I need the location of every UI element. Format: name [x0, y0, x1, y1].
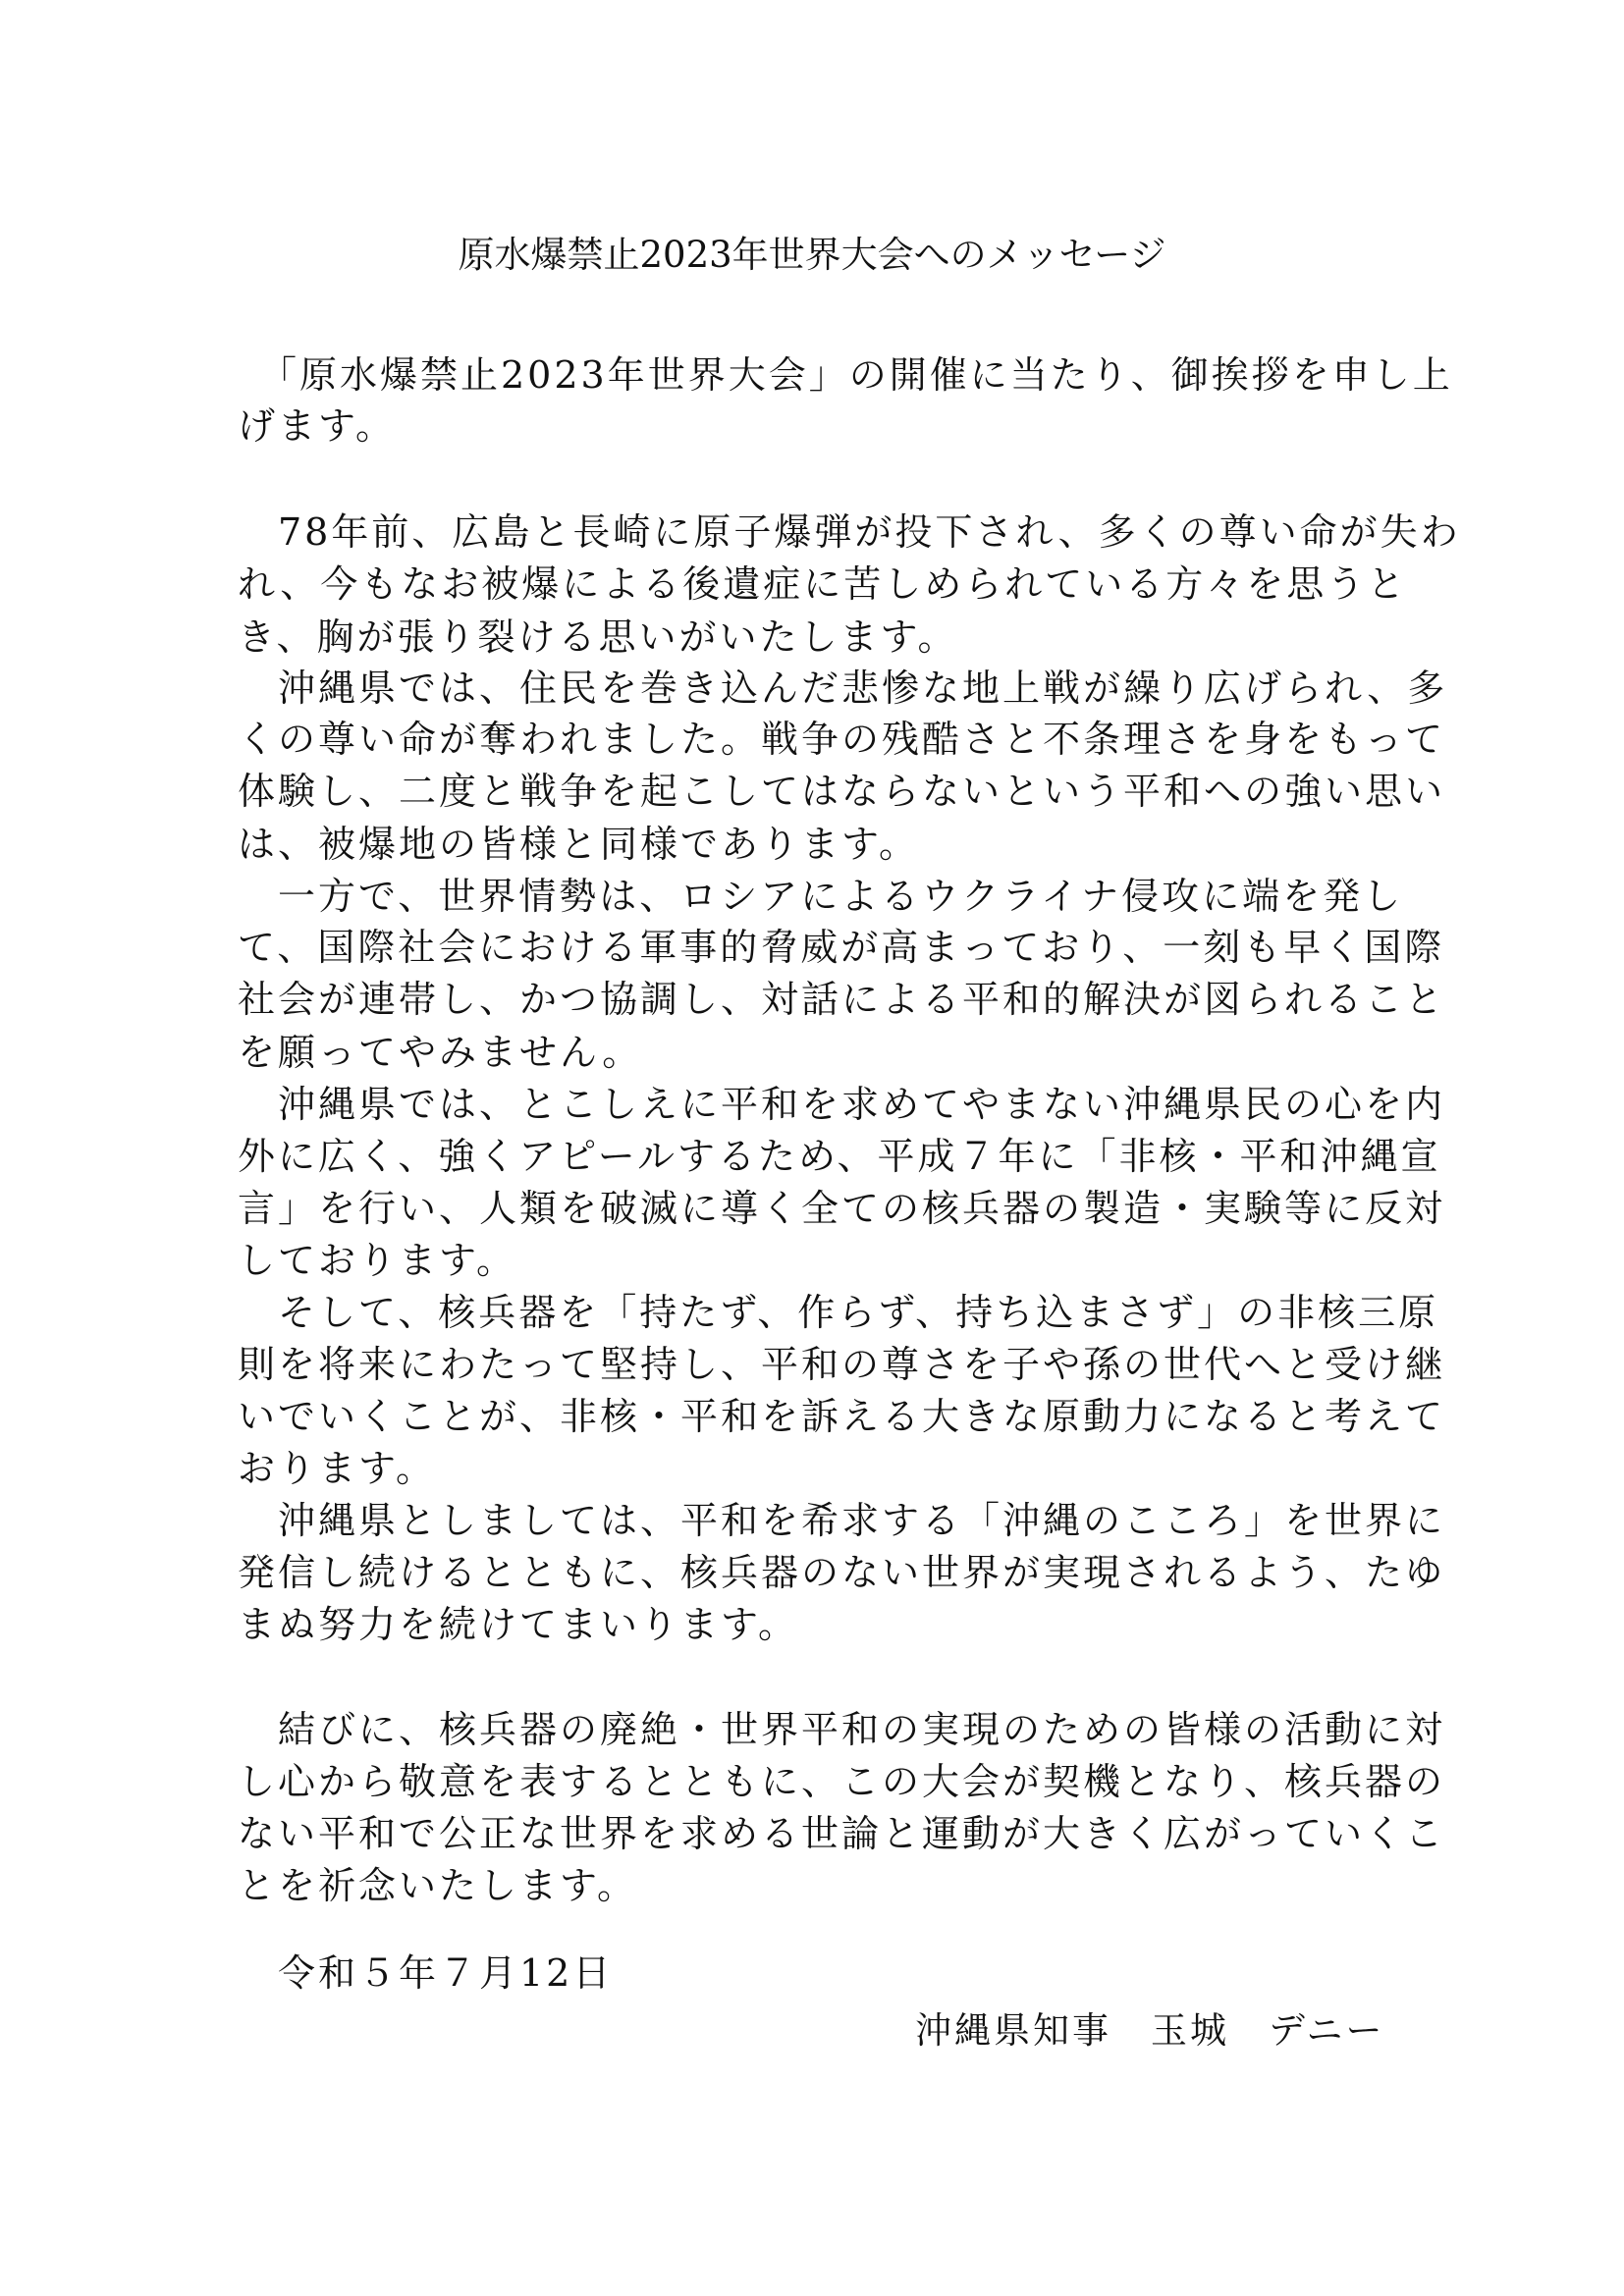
document-date: 令和５年７月12日	[238, 1951, 614, 1995]
body-line: いでいくことが、非核・平和を訴える大きな原動力になると考えて	[238, 1395, 1446, 1438]
closing-line: し心から敬意を表するとともに、この大会が契機となり、核兵器の	[238, 1760, 1446, 1803]
body-line: くの尊い命が奪われました。戦争の残酷さと不条理さを身をもって	[238, 718, 1446, 761]
greeting-line: 「原水爆禁止2023年世界大会」の開催に当たり、御挨拶を申し上	[238, 353, 1453, 397]
body-line: 言」を行い、人類を破滅に導く全ての核兵器の製造・実験等に反対	[238, 1187, 1446, 1230]
closing-line: 結びに、核兵器の廃絶・世界平和の実現のための皆様の活動に対	[238, 1708, 1446, 1751]
body-line: 沖縄県では、住民を巻き込んだ悲惨な地上戦が繰り広げられ、多	[238, 667, 1448, 710]
body-line: て、国際社会における軍事的脅威が高まっており、一刻も早く国際	[238, 926, 1445, 969]
body-line: そして、核兵器を「持たず、作らず、持ち込まさず」の非核三原	[238, 1291, 1439, 1334]
closing-line: とを祈念いたします。	[238, 1864, 637, 1907]
body-line: れ、今もなお被爆による後遺症に苦しめられている方々を思うと	[238, 562, 1408, 606]
body-line: 沖縄県では、とこしえに平和を求めてやまない沖縄県民の心を内	[238, 1083, 1446, 1126]
body-line: 則を将来にわたって堅持し、平和の尊さを子や孫の世代へと受け継	[238, 1343, 1446, 1386]
signature: 沖縄県知事 玉城 デニー	[915, 2009, 1385, 2052]
body-line: 沖縄県としましては、平和を希求する「沖縄のこころ」を世界に	[238, 1499, 1446, 1542]
body-line: を願ってやみません。	[238, 1031, 643, 1074]
document-title: 原水爆禁止2023年世界大会へのメッセージ	[458, 234, 1166, 276]
body-line: 78年前、広島と長崎に原子爆弾が投下され、多くの尊い命が失わ	[238, 510, 1461, 554]
body-line: は、被爆地の皆様と同様であります。	[238, 823, 919, 866]
body-line: 外に広く、強くアピールするため、平成７年に「非核・平和沖縄宣	[238, 1135, 1441, 1178]
body-line: 社会が連帯し、かつ協調し、対話による平和的解決が図られること	[238, 978, 1446, 1021]
closing-line: ない平和で公正な世界を求める世論と運動が大きく広がっていくこ	[238, 1812, 1446, 1855]
body-line: おります。	[238, 1447, 436, 1490]
body-line: 発信し続けるとともに、核兵器のない世界が実現されるよう、たゆ	[238, 1551, 1446, 1594]
body-line: しております。	[238, 1239, 516, 1282]
greeting-line: げます。	[238, 404, 396, 448]
body-line: 体験し、二度と戦争を起こしてはならないという平和への強い思い	[238, 770, 1446, 813]
body-line: き、胸が張り裂ける思いがいたします。	[238, 615, 958, 659]
body-line: 一方で、世界情勢は、ロシアによるウクライナ侵攻に端を発し	[238, 875, 1404, 918]
body-line: まぬ努力を続けてまいります。	[238, 1603, 798, 1646]
